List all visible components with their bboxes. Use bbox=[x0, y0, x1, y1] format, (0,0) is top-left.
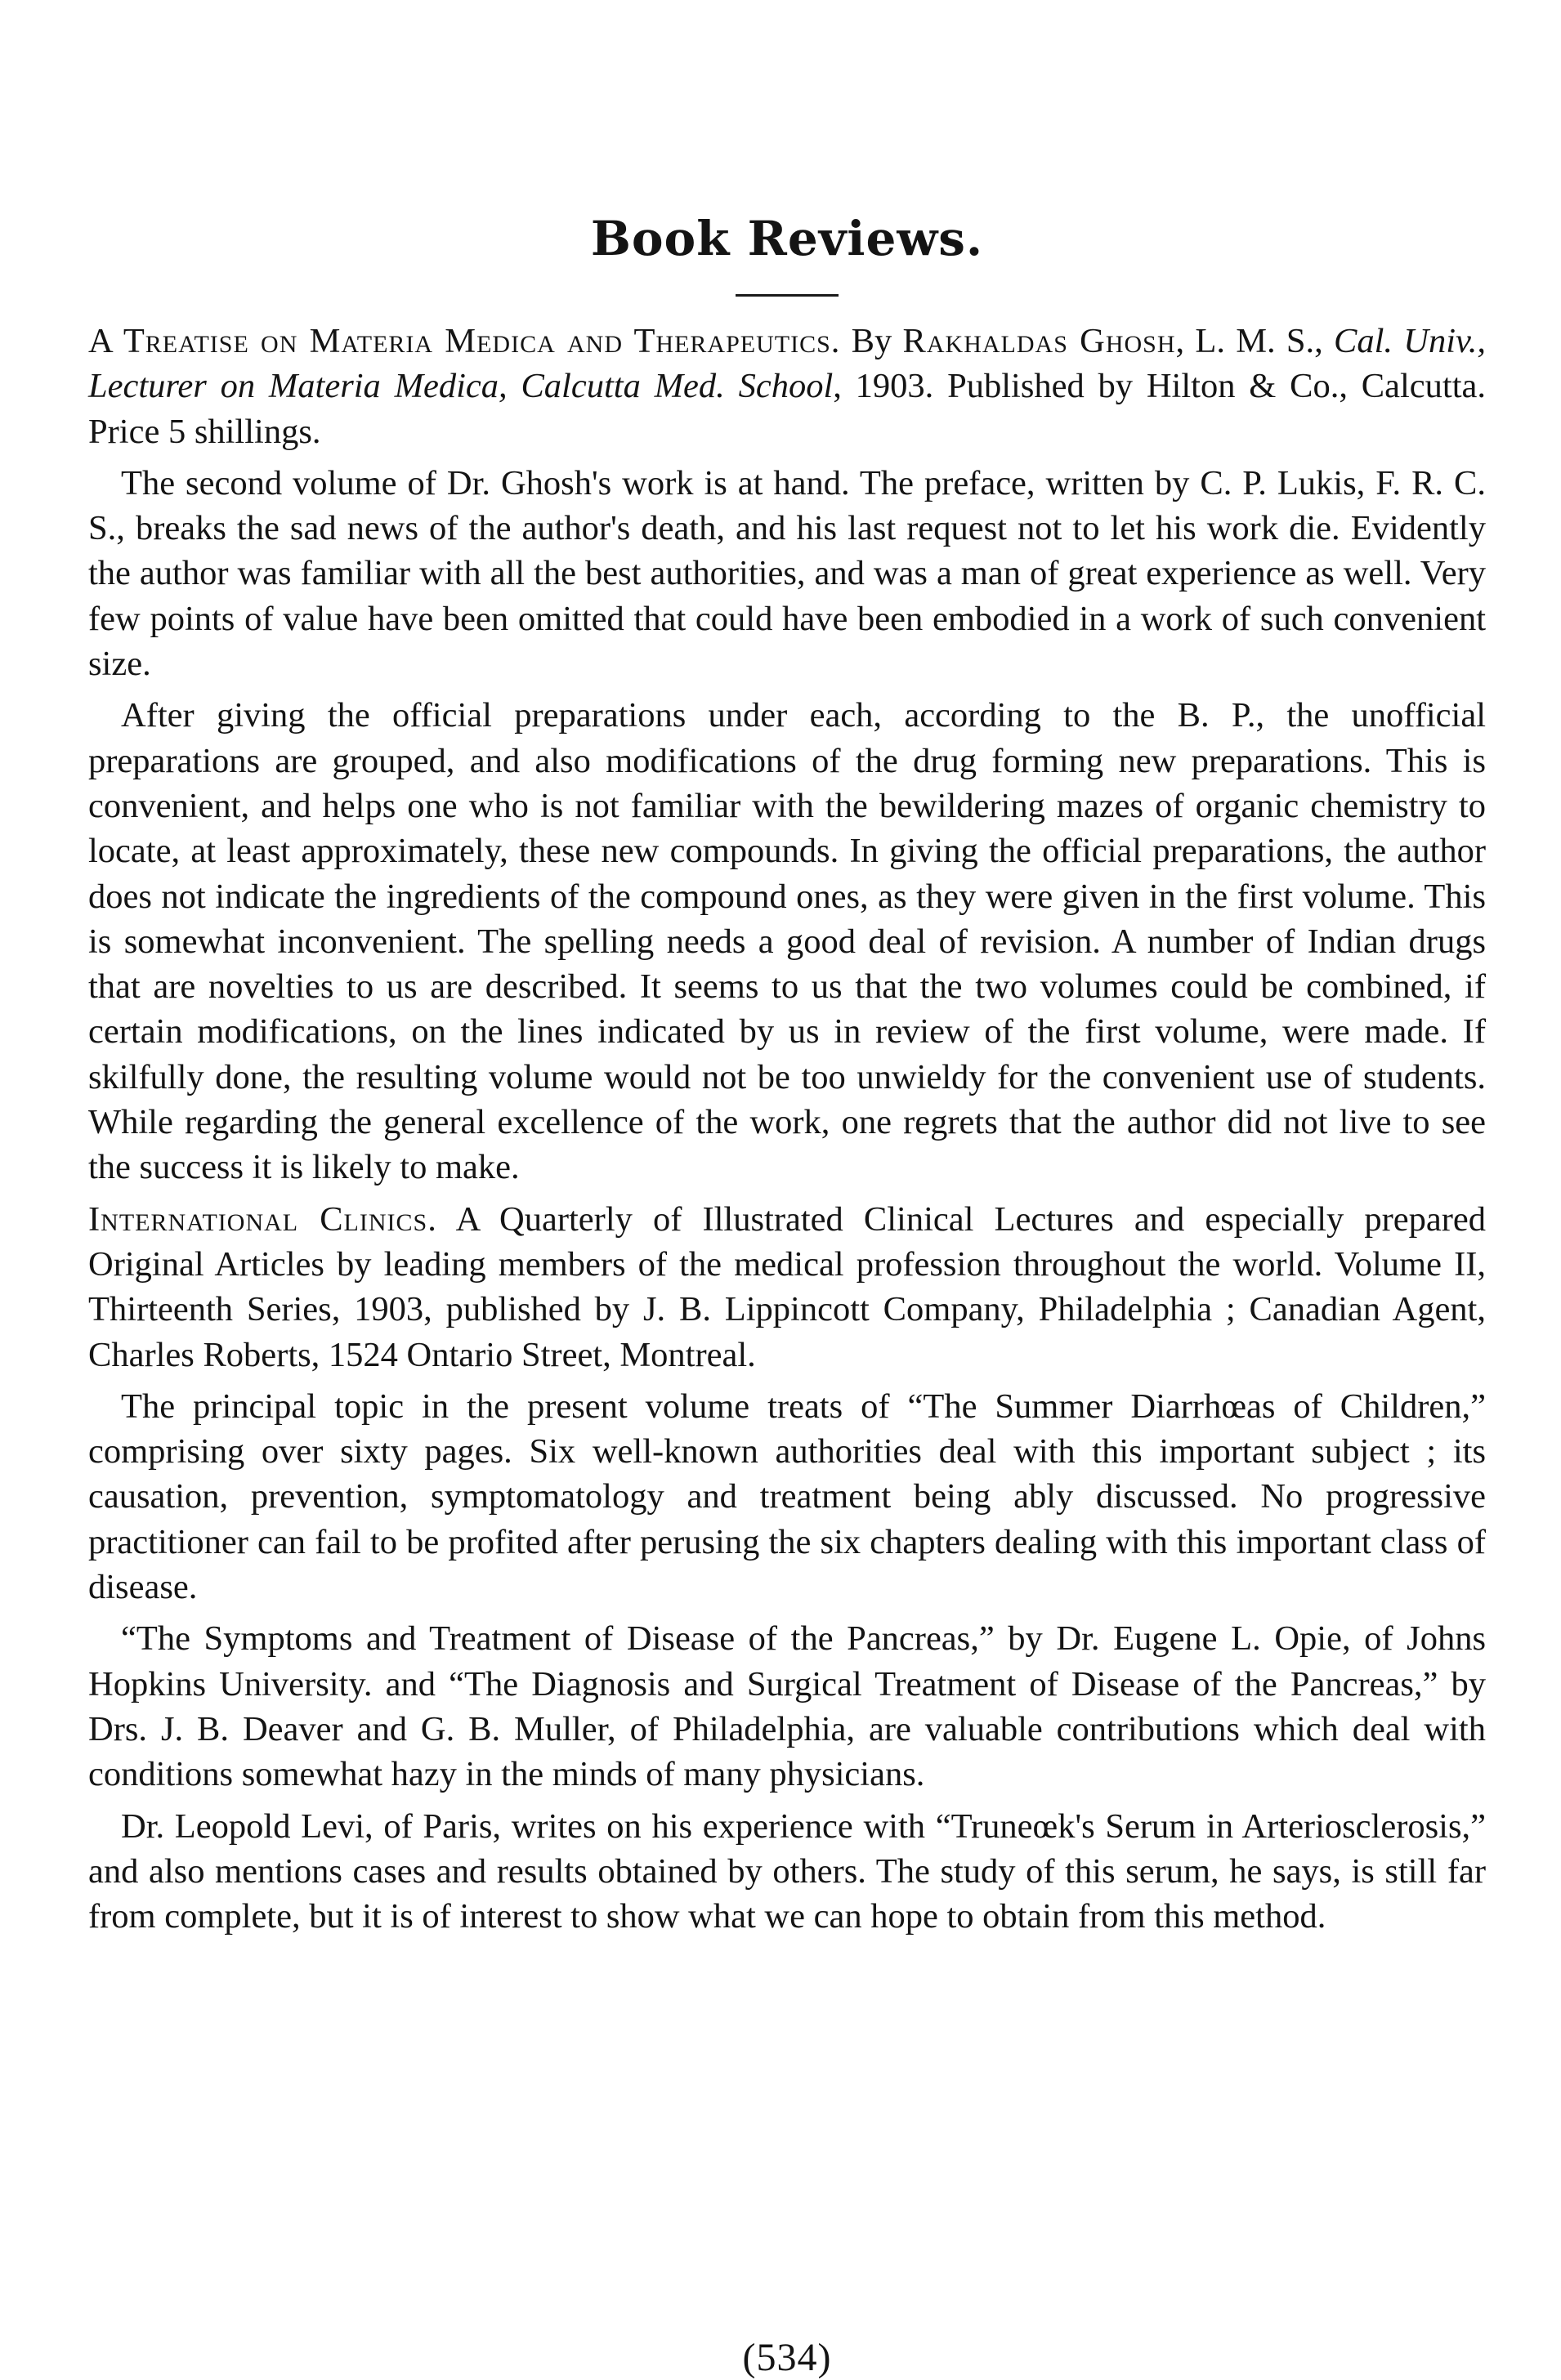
section-heading bbox=[88, 211, 1486, 266]
review-2-heading bbox=[88, 1197, 1486, 1378]
review-1-author: Rakhaldas Ghosh bbox=[902, 322, 1176, 360]
section-title: Book Reviews. bbox=[590, 211, 984, 266]
review-2-title: International Clinics. bbox=[88, 1199, 437, 1239]
review-1-paragraph: After giving the official preparations under each, according to the B. P., the unofficial preparations are grouped, and also modifications of the drug forming new preparations. This is convenient, and helps one who is not familiar with the bewildering mazes of organic chemistry to locate, at least approximately, these new compounds. In giving the official preparations, the author does not indicate the ingredients of the compound ones, as they were given in the first volume. This is somewhat inconvenient. The spelling needs a good deal of revision. A number of Indian drugs that are novelties to us are described. It seems to us that the two volumes could be combined, if certain modifications, on the lines indicated by us in review of the first volume, were made. If skilfully done, the resulting volume would not be too unwieldy for the convenient use of students. While regarding the general excellence of the work, one regrets that the author did not live to see the success it is likely to make. bbox=[88, 696, 1486, 1187]
review-2-paragraph: Dr. Leopold Levi, of Paris, writes on his experience with “Truneœk's Serum in Arteriosclerosis,” and also mentions cases and results obtained by others. The study of this serum, he says, is still far from complete, but it is of interest to show what we can hope to obtain from this method. bbox=[88, 1806, 1486, 1936]
review-1-by: By bbox=[851, 322, 892, 360]
review-2-paragraph: The principal topic in the present volume treats of “The Summer Diarrhœas of Children,” comprising over sixty pages. Six well-known authorities deal with this important subject ; its causation, prevention, symptomatology and treatment being ably discussed. No progressive practitioner can fail to be profited after perusing the six chapters dealing with this important class of disease. bbox=[88, 1386, 1486, 1607]
reviews-body bbox=[88, 319, 1486, 1945]
review-1-paragraph: The second volume of Dr. Ghosh's work is at hand. The preface, written by C. P. Lukis, F. R. C. S., breaks the sad news of the author's death, and his last request not to let his work die. Evidently the author was familiar with all the best authorities, and was a man of great experience as well. Very few points of value have been omitted that could have been embodied in a work of such convenient size. bbox=[88, 463, 1486, 684]
review-1-heading bbox=[88, 319, 1486, 454]
review-2-paragraph: “The Symptoms and Treatment of Disease of the Pancreas,” by Dr. Eugene L. Opie, of Johns Hopkins University. and “The Diagnosis and Surgical Treatment of Disease of the Pancreas,” by Drs. J. B. Deaver and G. B. Muller, of Philadelphia, are valuable contributions which deal with conditions somewhat hazy in the minds of many physicians. bbox=[88, 1619, 1486, 1794]
heading-rule bbox=[736, 294, 839, 297]
review-1-publication: , 1903. Published by Hilton & Co., Calcutta. Price 5 shillings. bbox=[88, 367, 1486, 451]
page-number: (534) bbox=[742, 2336, 832, 2379]
review-1-title: A Treatise on Materia Medica and Therapeutics. bbox=[88, 322, 841, 360]
review-1-affiliation: Cal. Univ., Lecturer on Materia Medica, Calcutta Med. School bbox=[88, 322, 1487, 406]
review-1-credentials: , L. M. S., bbox=[1175, 322, 1335, 360]
review-2-description: A Quarterly of Illustrated Clinical Lectures and especially prepared Original Articles by leading members of the medical profession throughout the world. Volume II, Thirteenth Series, 1903, published by J. B. Lippincott Company, Philadelphia ; Canadian Agent, Charles Roberts, 1524 Ontario Street, Montreal. bbox=[88, 1199, 1486, 1374]
